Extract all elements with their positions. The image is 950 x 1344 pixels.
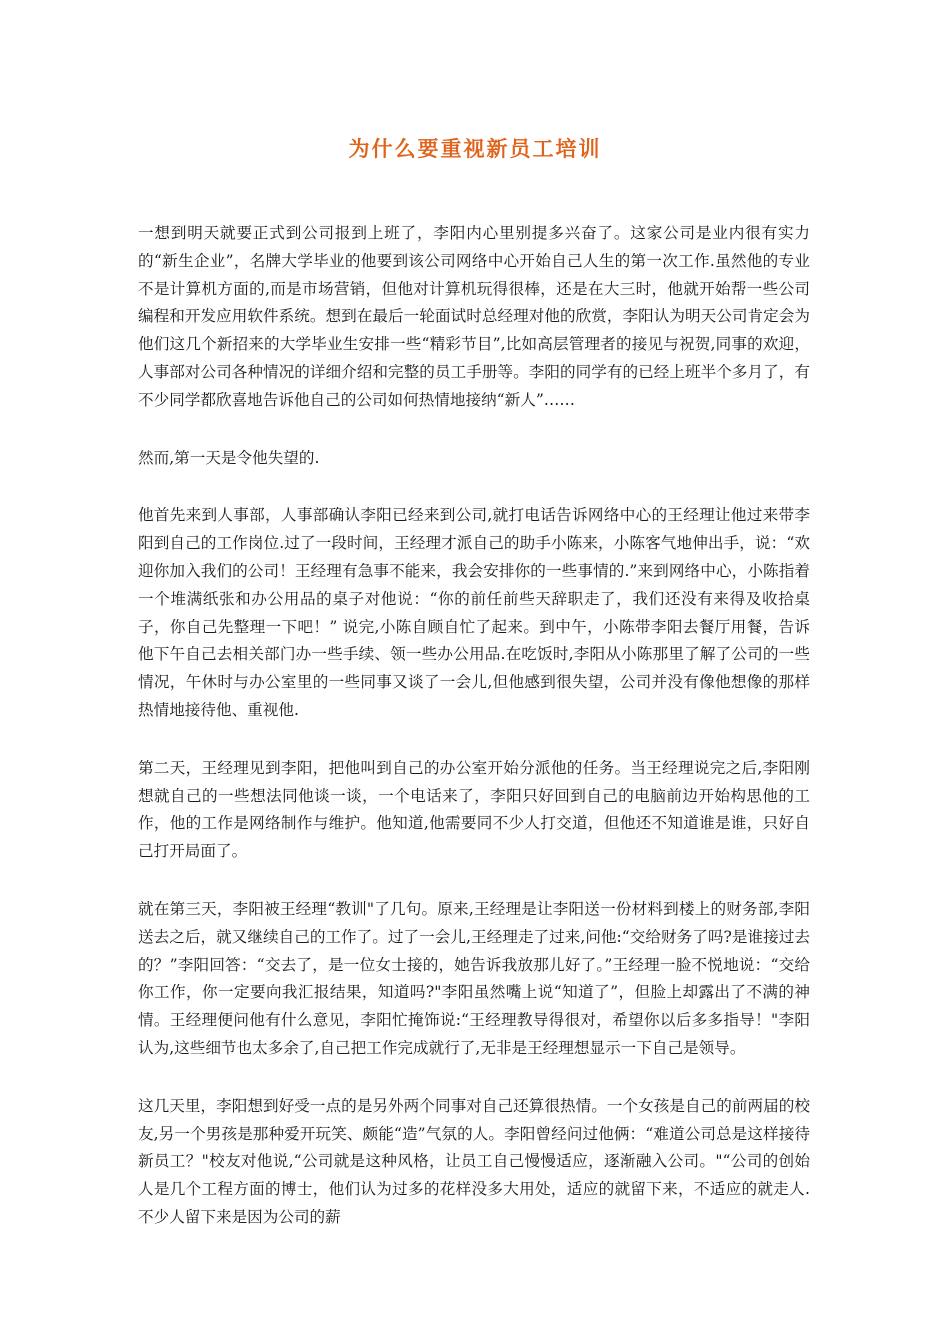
paragraph: 他首先来到人事部，人事部确认李阳已经来到公司,就打电话告诉网络中心的王经理让他过来带李阳到自己的工作岗位.过了一段时间，王经理才派自己的助手小陈来，小陈客气地伸出手，说：“欢迎你加入我们的公司！王经理有急事不能来，我会安排你的一些事情的.”来到网络中心，小陈指着一个堆满纸张和办公用品的桌子对他说：“你的前任前些天辞职走了，我们还没有来得及收拾桌子，你自己先整理一下吧！” 说完,小陈自顾自忙了起来。到中午，小陈带李阳去餐厅用餐，告诉他下午自己去相关部门办一些手续、领一些办公用品.在吃饭时,李阳从小陈那里了解了公司的一些情况，午休时与办公室里的一些同事又谈了一会儿,但他感到很失望，公司并没有像他想像的那样热情地接待他、重视他. [138,506,810,719]
paragraph: 就在第三天，李阳被王经理“教训"了几句。原来,王经理是让李阳送一份材料到楼上的财务部,李阳送去之后，就又继续自己的工作了。过了一会儿,王经理走了过来,问他:“交给财务了吗?是谁接过去的？”李阳回答：“交去了，是一位女士接的，她告诉我放那儿好了。”王经理一脸不悦地说：“交给你工作，你一定要向我汇报结果，知道吗?"李阳虽然嘴上说“知道了”，但脸上却露出了不满的神情。王经理便问他有什么意见，李阳忙掩饰说:“王经理教导得很对，希望你以后多多指导！"李阳认为,这些细节也太多余了,自己把工作完成就行了,无非是王经理想显示一下自己是领导。 [138,899,810,1057]
paragraph: 这几天里，李阳想到好受一点的是另外两个同事对自己还算很热情。一个女孩是自己的前两届的校友,另一个男孩是那种爱开玩笑、颇能“造”气氛的人。李阳曾经问过他俩：“难道公司总是这样接待新员工？"校友对他说,“公司就是这种风格，让员工自己慢慢适应，逐渐融入公司。"“公司的创始人是几个工程方面的博士，他们认为过多的花样没多大用处，适应的就留下来，不适应的就走人.不少人留下来是因为公司的薪 [138,1096,810,1226]
document-body [138,220,810,1262]
paragraph: 第二天，王经理见到李阳，把他叫到自己的办公室开始分派他的任务。当王经理说完之后,李阳刚想就自己的一些想法同他谈一谈，一个电话来了，李阳只好回到自己的电脑前边开始构思他的工作，他的工作是网络制作与维护。他知道,他需要同不少人打交道，但他还不知道谁是谁，只好自己打开局面了。 [138,758,810,861]
document-title: 为什么要重视新员工培训 [348,137,602,161]
paragraph: 然而,第一天是令他失望的. [138,448,320,467]
paragraph: 一想到明天就要正式到公司报到上班了，李阳内心里别提多兴奋了。这家公司是业内很有实力的“新生企业”，名牌大学毕业的他要到该公司网络中心开始自己人生的第一次工作.虽然他的专业不是计算机方面的,而是市场营销，但他对计算机玩得很棒，还是在大三时，他就开始帮一些公司编程和开发应用软件系统。想到在最后一轮面试时总经理对他的欣赏，李阳认为明天公司肯定会为他们这几个新招来的大学毕业生安排一些“精彩节目”,比如高层管理者的接见与祝贺,同事的欢迎，人事部对公司各种情况的详细介绍和完整的员工手册等。李阳的同学有的已经上班半个多月了，有不少同学都欣喜地告诉他自己的公司如何热情地接纳“新人”…… [138,224,810,409]
